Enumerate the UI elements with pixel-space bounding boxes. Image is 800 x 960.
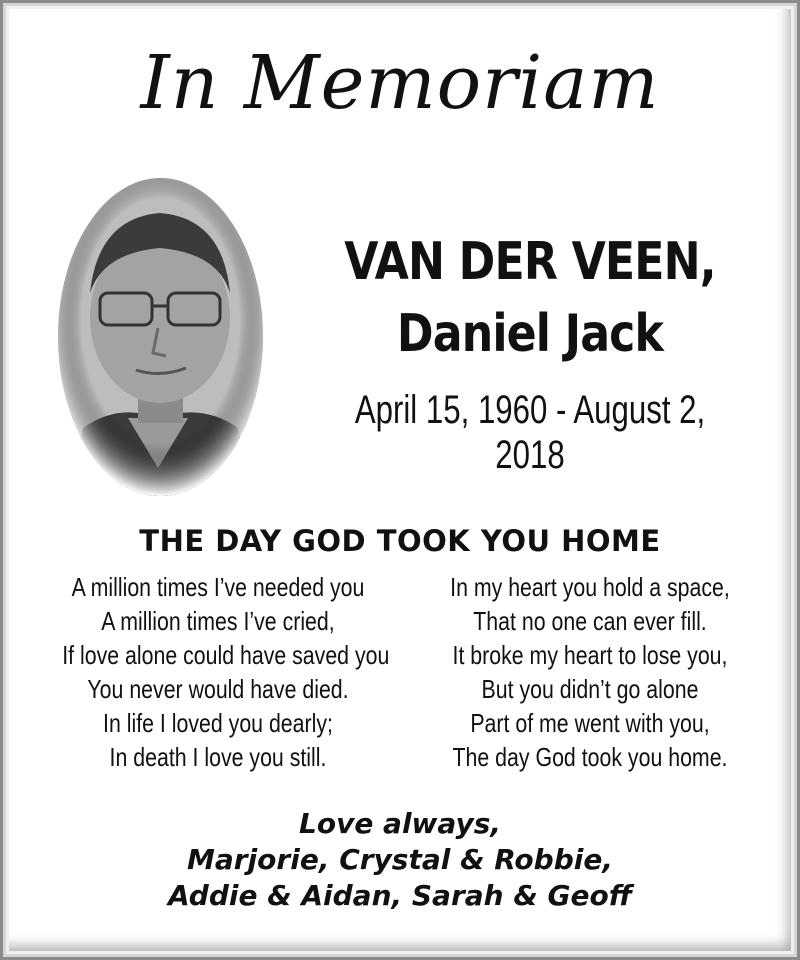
signature-line: Love always, bbox=[298, 807, 501, 840]
poem-line: It broke my heart to lose you, bbox=[452, 640, 728, 670]
poem-line: You never would have died. bbox=[87, 674, 349, 704]
poem-title: THE DAY GOD TOOK YOU HOME bbox=[139, 524, 661, 558]
poem-line: Part of me went with you, bbox=[470, 708, 710, 738]
given-name: Daniel Jack bbox=[396, 304, 664, 364]
poem-column-right bbox=[400, 570, 780, 774]
poem-line: In life I loved you dearly; bbox=[103, 708, 333, 738]
poem-line: In my heart you hold a space, bbox=[450, 572, 730, 602]
portrait-photo bbox=[58, 178, 263, 496]
portrait-photo-icon bbox=[58, 178, 263, 496]
life-dates: April 15, 1960 - August 2, 2018 bbox=[354, 388, 706, 477]
poem-line: In death I love you still. bbox=[109, 742, 327, 772]
poem-line: But you didn’t go alone bbox=[481, 674, 699, 704]
poem-line: The day God took you home. bbox=[452, 742, 728, 772]
signature-line: Marjorie, Crystal & Robbie, bbox=[187, 843, 613, 876]
poem-line: A million times I’ve needed you bbox=[71, 572, 365, 602]
poem-line: If love alone could have saved you bbox=[62, 640, 390, 670]
signature-line: Addie & Aidan, Sarah & Geoff bbox=[167, 879, 633, 912]
heading: In Memoriam bbox=[140, 40, 660, 126]
poem-line: That no one can ever fill. bbox=[473, 606, 707, 636]
poem-column-left bbox=[28, 570, 408, 774]
poem-line: A million times I’ve cried, bbox=[101, 606, 335, 636]
signature bbox=[0, 806, 800, 914]
surname: VAN DER VEEN, bbox=[344, 232, 716, 292]
